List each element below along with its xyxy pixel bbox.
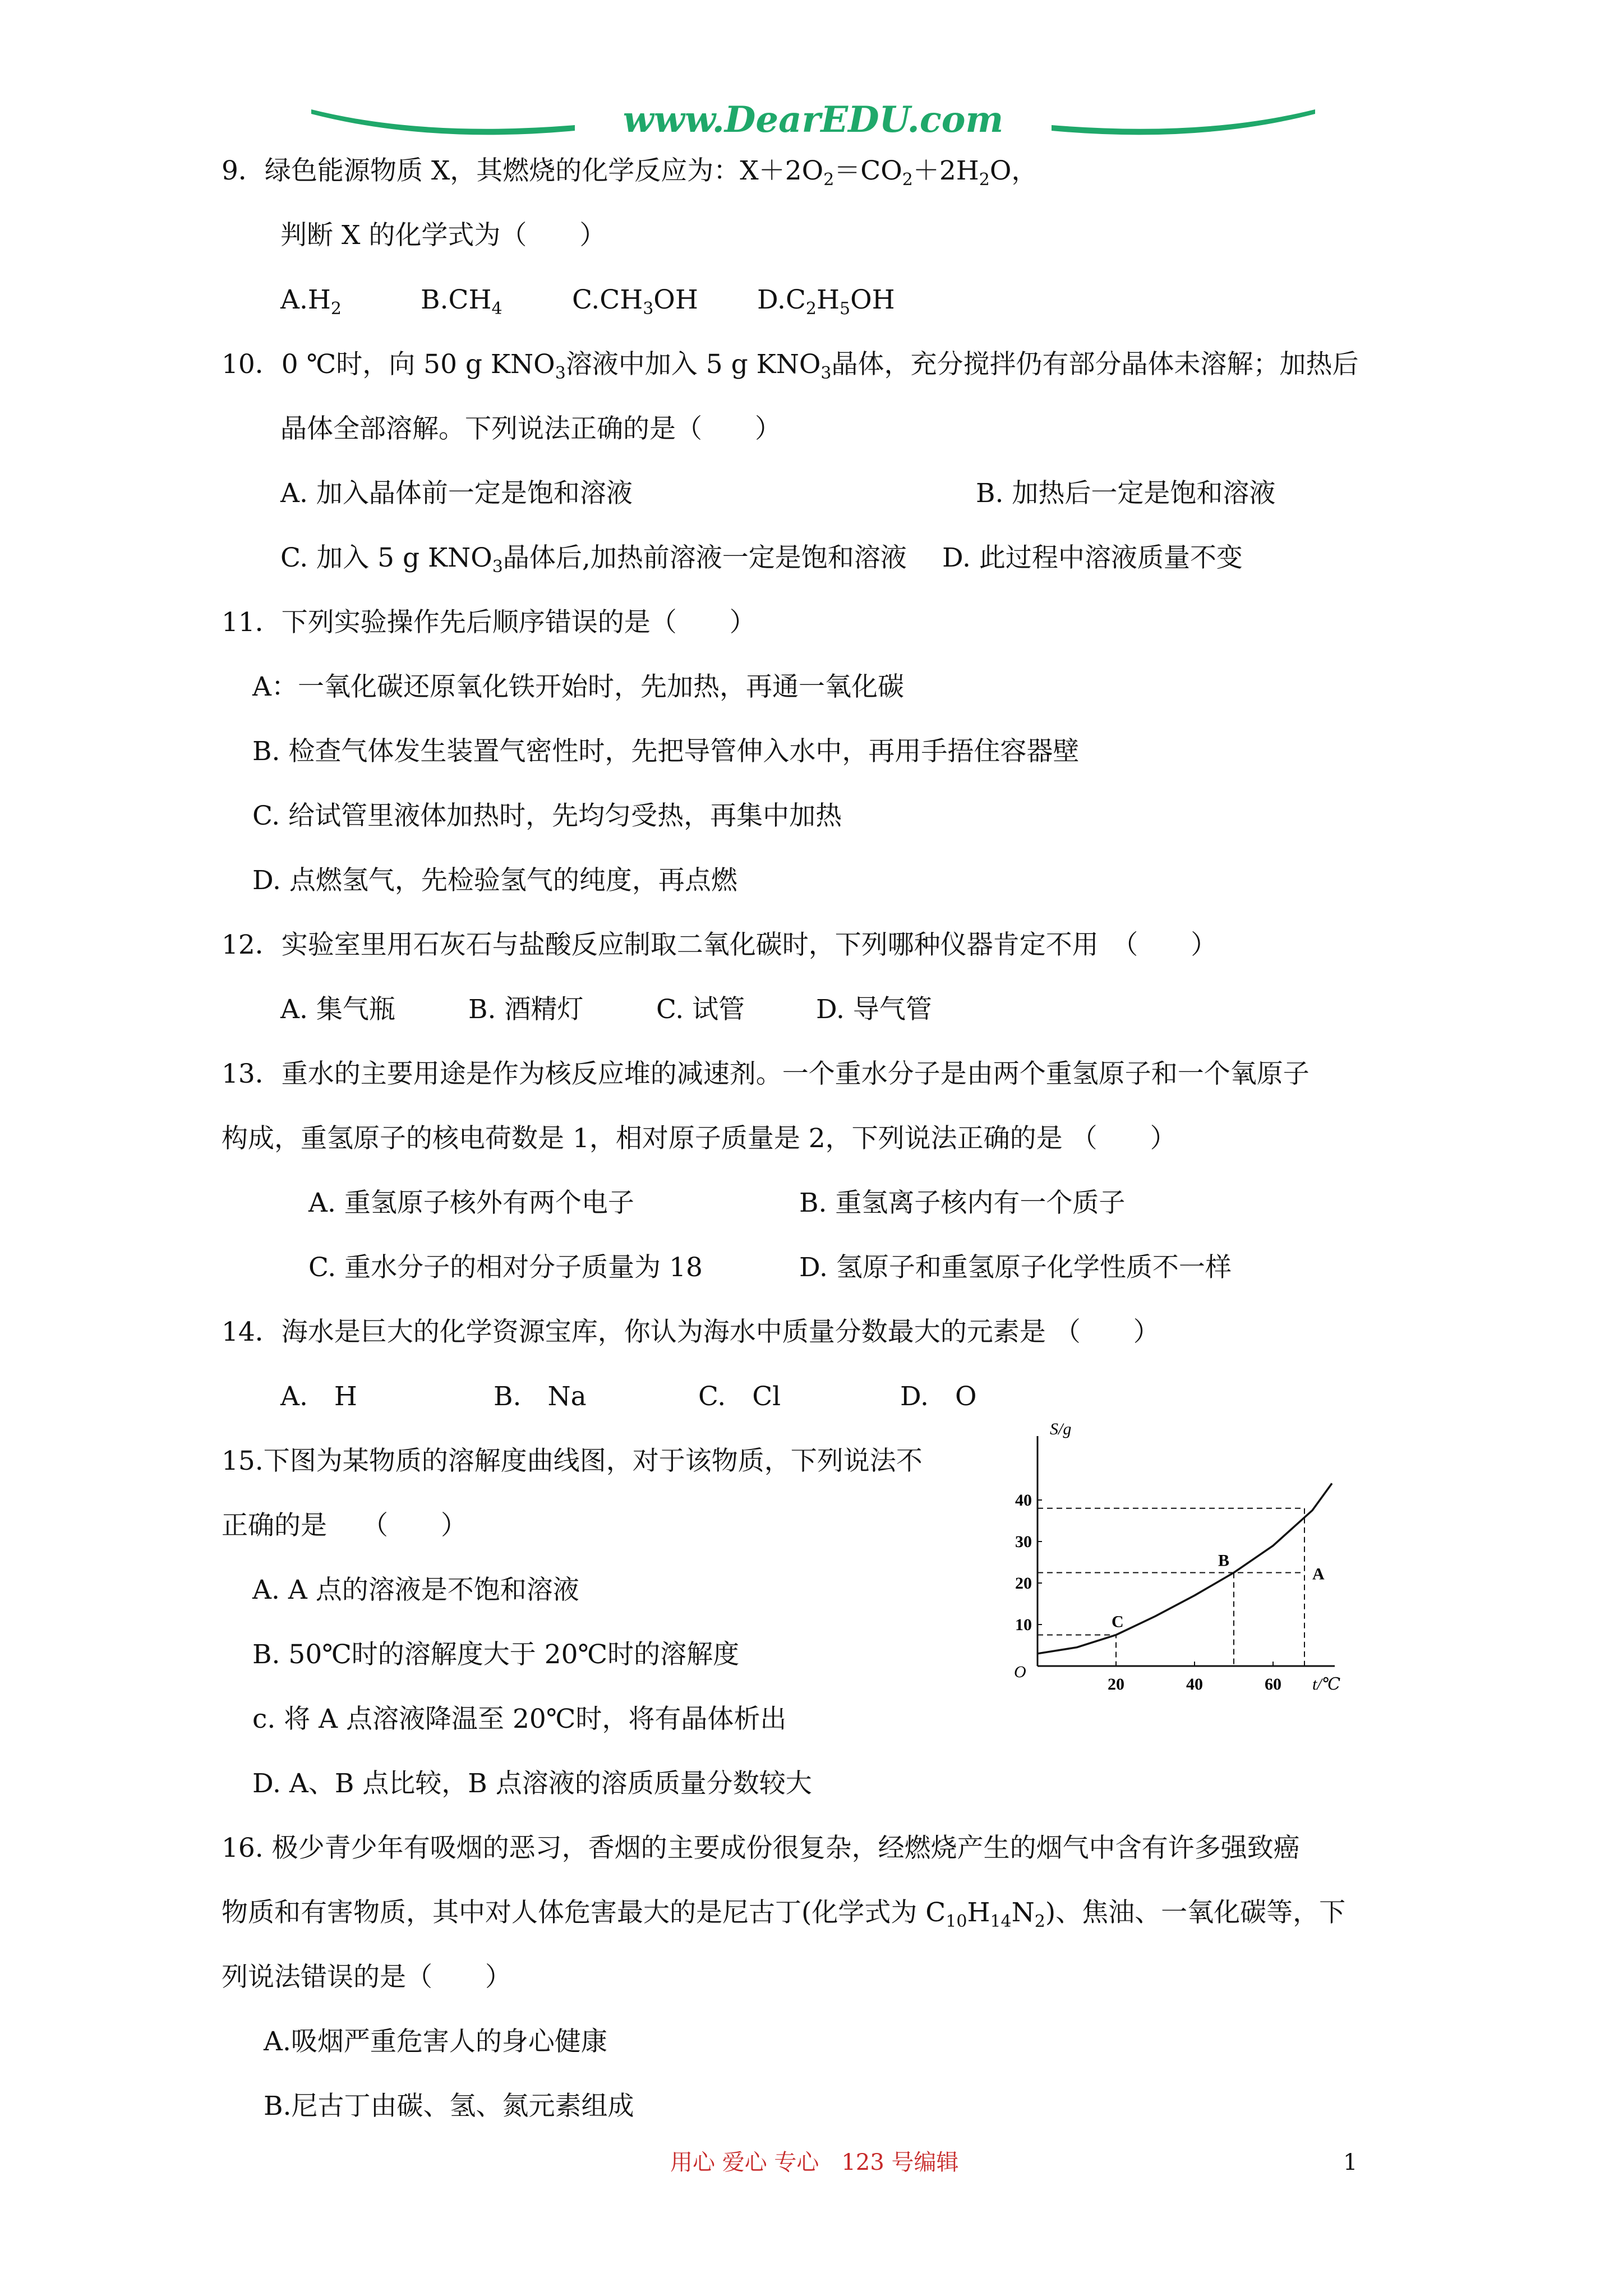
- q9-option-a: $A.H_2$: [280, 284, 342, 319]
- q10-option-b: B. 加热后一定是饱和溶液: [976, 478, 1276, 509]
- y-axis-label: S/g: [1050, 1420, 1072, 1438]
- q13-option-d: D. 氢原子和重氢原子化学性质不一样: [799, 1252, 1232, 1283]
- q15-option-d: D. A、B 点比较，B 点溶液的溶质质量分数较大: [252, 1768, 812, 1799]
- header-site-text: www.DearEDU.com: [623, 99, 1004, 141]
- q14-option-d: D. O: [900, 1381, 977, 1412]
- q12-option-a: A. 集气瓶: [280, 994, 395, 1025]
- q15-option-b: B. 50℃时的溶解度大于 20℃时的溶解度: [252, 1639, 740, 1670]
- q12-stem: 12．实验室里用石灰石与盐酸反应制取二氧化碳时，下列哪种仪器肯定不用 （ ）: [222, 930, 1218, 960]
- page-number: 1: [1343, 2150, 1358, 2175]
- q9-option-b: $B.CH_4$: [421, 284, 502, 319]
- q13-stem: 13．重水的主要用途是作为核反应堆的减速剂。一个重水分子是由两个重氢原子和一个氧原子: [222, 1059, 1310, 1089]
- point-label-b: B: [1218, 1551, 1230, 1570]
- q11-option-a: A：一氧化碳还原氧化铁开始时，先加热，再通一氧化碳: [252, 671, 904, 702]
- y-tick-label: 30: [1015, 1533, 1032, 1551]
- y-tick-label: 20: [1015, 1574, 1032, 1593]
- q14-stem: 14．海水是巨大的化学资源宝库，你认为海水中质量分数最大的元素是 （ ）: [222, 1317, 1160, 1347]
- q15-stem-line2: 正确的是 （ ）: [222, 1510, 467, 1541]
- q12-option-b: B. 酒精灯: [468, 994, 584, 1025]
- q10-option-d: D. 此过程中溶液质量不变: [942, 542, 1243, 573]
- q12-option-c: C. 试管: [656, 994, 745, 1025]
- x-axis-label: t/℃: [1312, 1675, 1341, 1694]
- y-tick-label: 10: [1015, 1616, 1032, 1634]
- q14-option-b: B. Na: [494, 1381, 587, 1412]
- q15-option-a: A. A 点的溶液是不饱和溶液: [252, 1575, 579, 1605]
- q16-stem: 16. 极少青少年有吸烟的恶习，香烟的主要成份很复杂，经燃烧产生的烟气中含有许多强致癌: [222, 1833, 1300, 1864]
- solubility-curve: [1038, 1483, 1332, 1653]
- q15-option-c: c. 将 A 点溶液降温至 20℃时，将有晶体析出: [252, 1704, 787, 1734]
- q11-option-d: D. 点燃氢气，先检验氢气的纯度，再点燃: [252, 865, 737, 896]
- q14-option-a: A. H: [280, 1381, 357, 1412]
- header-swoosh-right: [1052, 109, 1315, 135]
- header-swoosh-left: [311, 109, 575, 135]
- q9-option-c: $C.CH_3OH$: [572, 284, 698, 319]
- q9-stem: 9．绿色能源物质 X，其燃烧的化学反应为：$X+2O_2=CO_2+2H_2O$，: [222, 155, 1038, 190]
- q13-stem-line2: 构成，重氢原子的核电荷数是 1，相对原子质量是 2，下列说法正确的是 （ ）: [222, 1123, 1177, 1154]
- x-tick-label: 60: [1265, 1675, 1281, 1694]
- guide-a: [1038, 1508, 1304, 1666]
- q11-option-b: B. 检查气体发生装置气密性时，先把导管伸入水中，再用手捂住容器壁: [252, 736, 1080, 767]
- q16-stem-line2: 物质和有害物质，其中对人体危害最大的是尼古丁(化学式为 $C_{10}H_{14}N_2$)、焦油、一氧化碳等，下: [222, 1897, 1346, 1931]
- origin-label: O: [1014, 1663, 1026, 1681]
- footer-note: 用心 爱心 专心 123 号编辑: [670, 2150, 959, 2175]
- point-label-c: C: [1112, 1612, 1124, 1631]
- q12-option-d: D. 导气管: [816, 994, 932, 1025]
- x-tick-label: 40: [1186, 1675, 1203, 1694]
- q10-stem: 10．0 ℃时，向 50 g $KNO_3$溶液中加入 5 g $KNO_3$晶体，充分搅拌仍有部分晶体未溶解；加热后: [222, 349, 1359, 383]
- solubility-curve-chart: [1001, 1416, 1382, 1708]
- q11-stem: 11．下列实验操作先后顺序错误的是（ ）: [222, 607, 756, 638]
- q13-option-c: C. 重水分子的相对分子质量为 18: [308, 1252, 703, 1283]
- x-tick-label: 20: [1108, 1675, 1124, 1694]
- q15-stem: 15.下图为某物质的溶解度曲线图，对于该物质，下列说法不: [222, 1446, 923, 1476]
- q16-option-a: A.吸烟严重危害人的身心健康: [264, 2026, 607, 2057]
- y-tick-label: 40: [1015, 1491, 1032, 1510]
- q14-option-c: C. Cl: [698, 1381, 781, 1412]
- q10-stem-line2: 晶体全部溶解。下列说法正确的是（ ）: [280, 413, 781, 444]
- q9-stem-line2: 判断 X 的化学式为（ ）: [280, 220, 606, 251]
- q10-option-c: C. 加入 5 g $KNO_3$晶体后,加热前溶液一定是饱和溶液: [280, 542, 907, 577]
- q9-option-d: $D.C_2H_5OH$: [757, 284, 895, 319]
- point-label-a: A: [1312, 1565, 1325, 1584]
- q16-option-b: B.尼古丁由碳、氢、氮元素组成: [264, 2091, 634, 2122]
- q10-option-a: A. 加入晶体前一定是饱和溶液: [280, 478, 633, 509]
- q13-option-a: A. 重氢原子核外有两个电子: [308, 1188, 634, 1218]
- q16-stem-line3: 列说法错误的是（ ）: [222, 1962, 511, 1993]
- site-header-logo: [311, 98, 1315, 149]
- q13-option-b: B. 重氢离子核内有一个质子: [799, 1188, 1126, 1218]
- q11-option-c: C. 给试管里液体加热时，先均匀受热，再集中加热: [252, 800, 842, 831]
